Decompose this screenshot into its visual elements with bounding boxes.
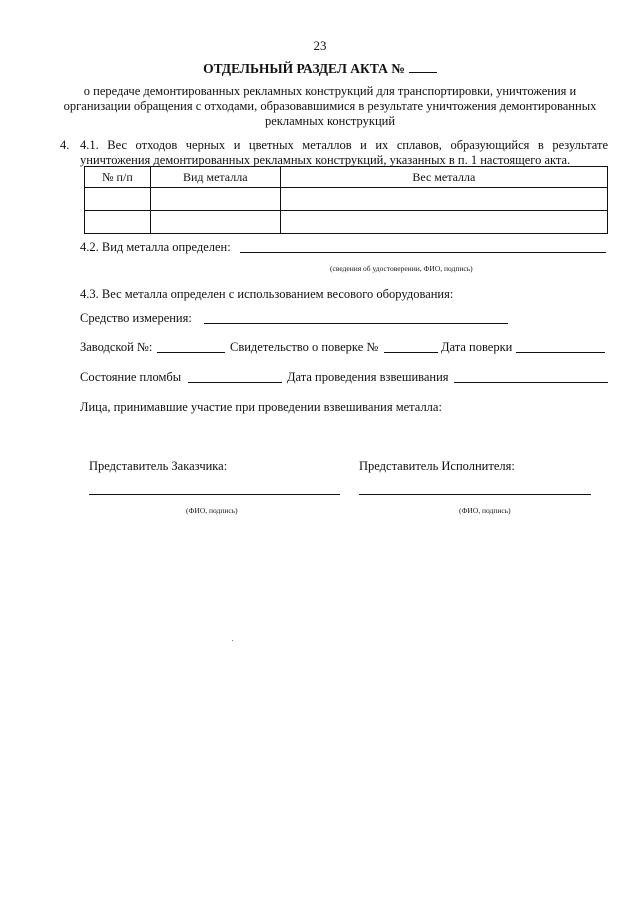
check-date-label: Дата поверки xyxy=(441,340,513,354)
contractor-rep-label: Представитель Исполнителя: xyxy=(359,459,515,473)
table-cell-metal-type[interactable] xyxy=(150,211,280,234)
page-number: 23 xyxy=(313,38,327,53)
serial-number-label: Заводской №: xyxy=(80,340,153,354)
section-title-text: ОТДЕЛЬНЫЙ РАЗДЕЛ АКТА № xyxy=(203,61,405,76)
header-number: № п/п xyxy=(85,167,151,188)
weigh-date-field[interactable] xyxy=(454,382,608,383)
table-row xyxy=(85,188,608,211)
header-metal-type: Вид металла xyxy=(150,167,280,188)
seal-state-label: Состояние пломбы xyxy=(80,370,182,384)
act-number-blank[interactable] xyxy=(409,61,437,73)
paragraph-4-1 xyxy=(60,138,608,168)
instrument-field[interactable] xyxy=(204,323,508,324)
table-cell-number[interactable] xyxy=(85,211,151,234)
paragraph-4-2-label: 4.2. Вид металла определен: xyxy=(80,240,231,254)
participants-label: Лица, принимавшие участие при проведении взвешивания металла: xyxy=(80,400,442,414)
section-number: 4. xyxy=(60,138,70,152)
customer-rep-label: Представитель Заказчика: xyxy=(89,459,228,473)
section-subtitle: о передаче демонтированных рекламных конструкций для транспортировки, уничтожения и организации обращения с отходами, образовавшимися в результате уничтожения демонтированных рекламных конструкций xyxy=(63,84,597,128)
contractor-signature-field[interactable] xyxy=(359,494,591,495)
table-header-row xyxy=(85,167,608,188)
section-title xyxy=(0,61,640,77)
customer-fio-note: (ФИО, подпись) xyxy=(186,506,238,515)
table-cell-metal-weight[interactable] xyxy=(280,188,607,211)
header-metal-weight: Вес металла xyxy=(280,167,607,188)
scan-speck xyxy=(232,640,233,641)
contractor-fio-note: (ФИО, подпись) xyxy=(459,506,511,515)
table-cell-metal-weight[interactable] xyxy=(280,211,607,234)
paragraph-4-2-note: (сведения об удостоверении, ФИО, подпись) xyxy=(330,264,473,273)
certificate-number-field[interactable] xyxy=(384,352,438,353)
customer-signature-field[interactable] xyxy=(89,494,340,495)
check-date-field[interactable] xyxy=(516,352,605,353)
paragraph-4-1-text: 4.1. Вес отходов черных и цветных металлов и их сплавов, образующийся в результате уничтожения демонтированных рекламных конструкций, указанных в п. 1 настоящего акта. xyxy=(80,138,608,167)
serial-number-field[interactable] xyxy=(157,352,225,353)
weigh-date-label: Дата проведения взвешивания xyxy=(287,370,449,384)
seal-state-field[interactable] xyxy=(188,382,282,383)
table-cell-number[interactable] xyxy=(85,188,151,211)
certificate-label: Свидетельство о поверке № xyxy=(230,340,379,354)
instrument-label: Средство измерения: xyxy=(80,311,192,325)
metal-weight-table xyxy=(84,166,608,234)
paragraph-4-3-label: 4.3. Вес металла определен с использованием весового оборудования: xyxy=(80,287,454,301)
metal-type-determined-field[interactable] xyxy=(240,252,606,253)
table-row xyxy=(85,211,608,234)
table-cell-metal-type[interactable] xyxy=(150,188,280,211)
